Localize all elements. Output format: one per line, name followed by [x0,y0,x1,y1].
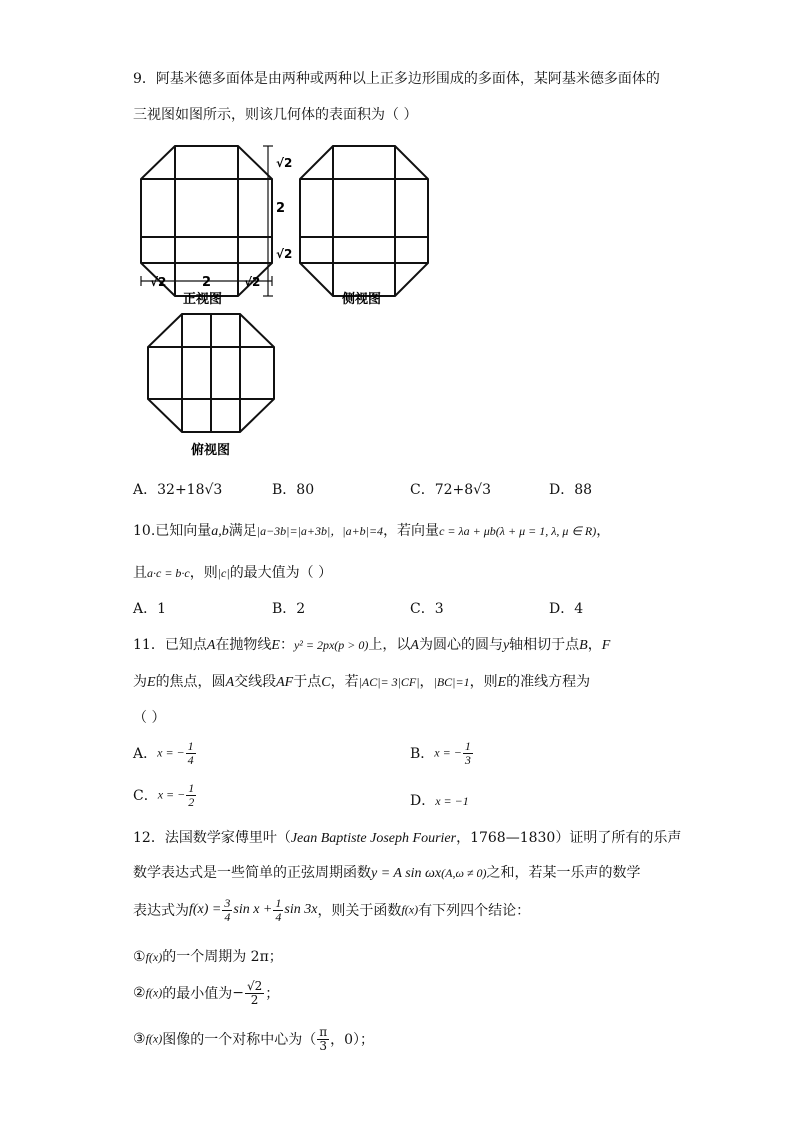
q9-line1: 9．阿基米德多面体是由两种或两种以上正多边形围成的多面体，某阿基米德多面体的 [133,71,660,87]
front-view-caption: 正视图 [183,292,223,307]
q11-option-c[interactable]: C．x = − $\frac{1}{2}$ [133,781,195,809]
option-text: 32+18√3 [157,482,223,498]
three-view-figure [0,140,794,470]
q9-option-d[interactable] [549,479,592,499]
abs-c: |c| [217,566,230,580]
option-text: 72+8√3 [434,482,491,498]
q9-option-a[interactable] [133,479,222,499]
dim-label-2-vertical: 2 [276,201,286,216]
option-label: A． [133,482,158,498]
option-label: D． [549,482,575,498]
q12-line3: 表达式为f(x) = $\frac{3}{4}$ sin x + $\frac{1}{4}$ sin 3x，则关于函数f(x)有下列四个结论： [133,896,531,924]
parabola-equation: y² = 2px(p > 0) [293,638,369,652]
dim-label-sqrt2-left: √2 [150,275,167,289]
vector-ab: a,b [211,524,229,539]
q11-option-d[interactable]: D．x = −1 [410,793,469,809]
option-label: C． [410,482,435,498]
q12-statement-1: ①f(x)的一个周期为 2π； [133,949,283,965]
fourier-name: Jean Baptiste Joseph Fourier [290,831,457,846]
q10-option-c[interactable]: C．3 [410,601,444,617]
q12-line2: 数学表达式是一些简单的正弦周期函数y = A sin ωx(A,ω ≠ 0)之和，若某一乐声的数学 [133,865,641,881]
side-view-octagon [300,146,428,296]
q12-statement-3: ③f(x)图像的一个对称中心为（ $\frac{\pi}{3}$ ，0）； [133,1025,375,1053]
dim-label-sqrt2-top: √2 [276,156,293,170]
q10-line1: 10.已知向量a,b满足|a−3b|=|a+3b|，|a+b|=4，若向量c = λa + μb(λ + μ = 1, λ, μ ∈ R)， [133,523,611,539]
dim-label-sqrt2-right: √2 [244,275,261,289]
q10-option-b[interactable]: B．2 [272,601,306,617]
option-text: 80 [296,482,315,498]
q12-line1: 12．法国数学家傅里叶（Jean Baptiste Joseph Fourier，1768—1830）证明了所有的乐声 [133,830,682,846]
top-view-caption: 俯视图 [191,443,231,458]
q10-option-a[interactable]: A．1 [133,601,167,617]
q10-option-d[interactable]: D．4 [549,601,584,617]
side-view-caption: 侧视图 [342,292,382,307]
q9-option-b[interactable] [272,479,314,499]
front-view-octagon [141,146,272,296]
condition-1: |a−3b|=|a+3b| [256,524,331,538]
dim-label-2-horizontal: 2 [202,275,212,290]
q10-line2: 且a·c = b·c，则|c|的最大值为（ ） [133,565,333,581]
vector-c-expression: c = λa + μb(λ + μ = 1, λ, μ ∈ R) [439,524,597,538]
dim-label-sqrt2-bottom: √2 [276,247,293,261]
condition-2: ，|a+b|=4 [330,524,384,538]
q12-statement-2: ②f(x)的最小值为− $\frac{√2}{2}$ ； [133,979,280,1007]
q11-line3: （ ） [133,710,166,726]
option-label: B． [272,482,297,498]
q9-option-c[interactable] [410,479,491,499]
q11-option-b[interactable]: B．x = − $\frac{1}{3}$ [410,739,471,767]
q11-option-a[interactable]: A．x = − $\frac{1}{4}$ [133,739,194,767]
dot-product-condition: a·c = b·c [147,566,190,580]
option-text: 88 [574,482,593,498]
q9-line2: 三视图如图所示，则该几何体的表面积为（ ） [133,107,418,123]
q11-line1: 11．已知点A在抛物线E：y² = 2px(p > 0)上，以A为圆心的圆与y轴相切于点B，F [133,637,611,653]
q11-line2: 为E的焦点，圆A交线段AF于点C，若|AC|= 3|CF|，|BC|=1，则E的准线方程为 [133,674,591,690]
